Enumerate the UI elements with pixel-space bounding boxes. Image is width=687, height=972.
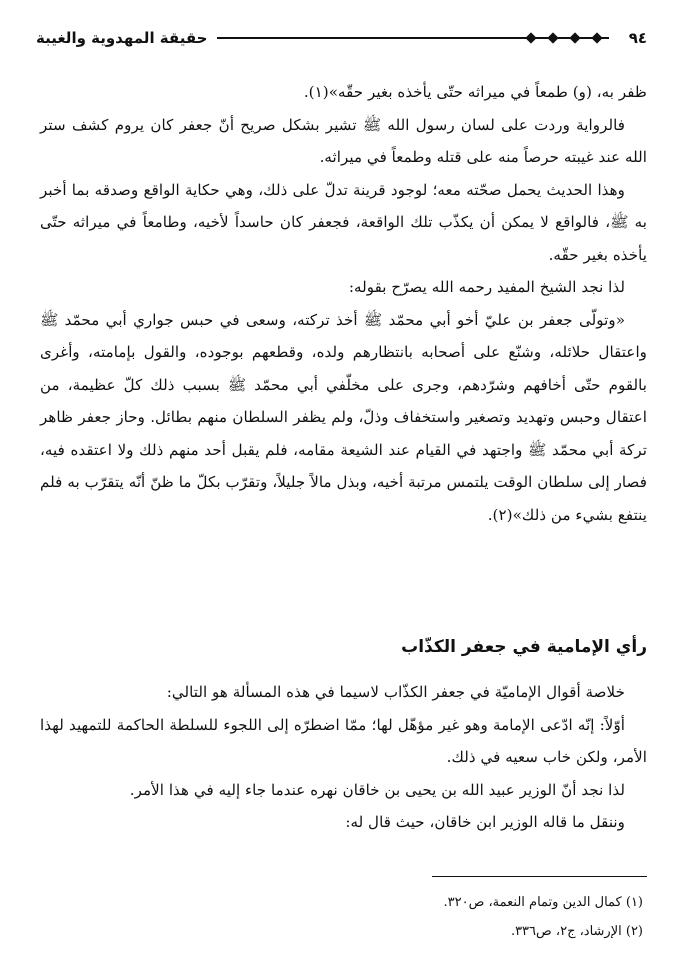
ornament-diamond <box>547 32 558 43</box>
footnotes <box>40 888 643 946</box>
ornament-diamond <box>591 32 602 43</box>
paragraph: أوّلاً: إنّه ادّعى الإمامة وهو غير مؤهّل لها؛ ممّا اضطرّه إلى اللجوء للسلطة الحاكمة للتمهيد لهذا الأمر، ولكن خاب سعيه في ذلك. <box>40 715 647 766</box>
footnote: (٢) الإرشاد، ج٢، ص٣٣٦. <box>510 924 643 939</box>
page-number: ٩٤ <box>628 29 647 47</box>
paragraph: لذا نجد أنّ الوزير عبيد الله بن يحيى بن خاقان نهره عندما جاء إليه في هذا الأمر. <box>129 780 625 799</box>
footnote-separator <box>432 876 647 877</box>
paragraph: خلاصة أقوال الإماميّة في جعفر الكذّاب لاسيما في هذه المسألة هو التالي: <box>166 683 625 701</box>
paragraph: لذا نجد الشيخ المفيد رحمه الله يصرّح بقوله: <box>348 278 625 296</box>
footnote: (١) كمال الدين وتمام النعمة، ص٣٢٠. <box>443 895 643 910</box>
section-heading: رأي الإمامية في جعفر الكذّاب <box>401 637 647 657</box>
running-title: حقيقة المهدوية والغيبة <box>36 29 208 47</box>
paragraph: فالرواية وردت على لسان رسول الله ﷺ تشير بشكل صريح أنّ جعفر كان يروم كشف ستر الله عند غيبته حرصاً منه على قتله وطمعاً في ميراثه. <box>40 115 647 166</box>
quote-paragraph: «وتولّى جعفر بن عليّ أخو أبي محمّد ﷺ أخذ تركته، وسعى في حبس جواري أبي محمّد ﷺ واعتقال حلائله، وشنّع على أصحابه بانتظارهم ولده، وقطعهم بوجوده، والقول بإمامته، وأغرى بالقوم حتّى أخافهم وشرّدهم، وجرى على مخلّفي أبي محمّد ﷺ بسبب ذلك كلّ عظيمة، من اعتقال وحبس وتهديد وتصغير واستخفاف وذلّ، ولم يظفر السلطان منهم بطائل. وحاز جعفر ظاهر تركة أبي محمّد ﷺ واجتهد في القيام عند الشيعة مقامه، فلم يقبل أحد منهم ذلك ولا اعتقده فيه، فصار إلى سلطان الوقت يلتمس مرتبة أخيه، وبذل مالاً جليلاً، وتقرّب بكلّ ما ظنّ أنّه يتقرّب به فلم ينتفع بشيء من ذلك»(٢). <box>40 310 647 524</box>
section-text <box>40 676 647 839</box>
ornament-diamond <box>525 32 536 43</box>
paragraph: وننقل ما قاله الوزير ابن خاقان، حيث قال له: <box>345 813 625 831</box>
page-header <box>36 26 647 50</box>
paragraph: وهذا الحديث يحمل صحّته معه؛ لوجود قرينة تدلّ على ذلك، وهي حكاية الواقع وصدقه بما أخبر به ﷺ، فالواقع لا يمكن أن يكذّب تلك الواقعة، فجعفر كان حاسداً لأخيه، وطامعاً في ميراثه حتّى يأخذه بغير حقّه. <box>40 180 647 264</box>
ornament-diamond <box>569 32 580 43</box>
paragraph: ظفر به، (و) طمعاً في ميراثه حتّى يأخذه بغير حقّه»(١). <box>303 83 647 101</box>
header-rule <box>217 37 608 39</box>
main-text <box>40 76 647 531</box>
